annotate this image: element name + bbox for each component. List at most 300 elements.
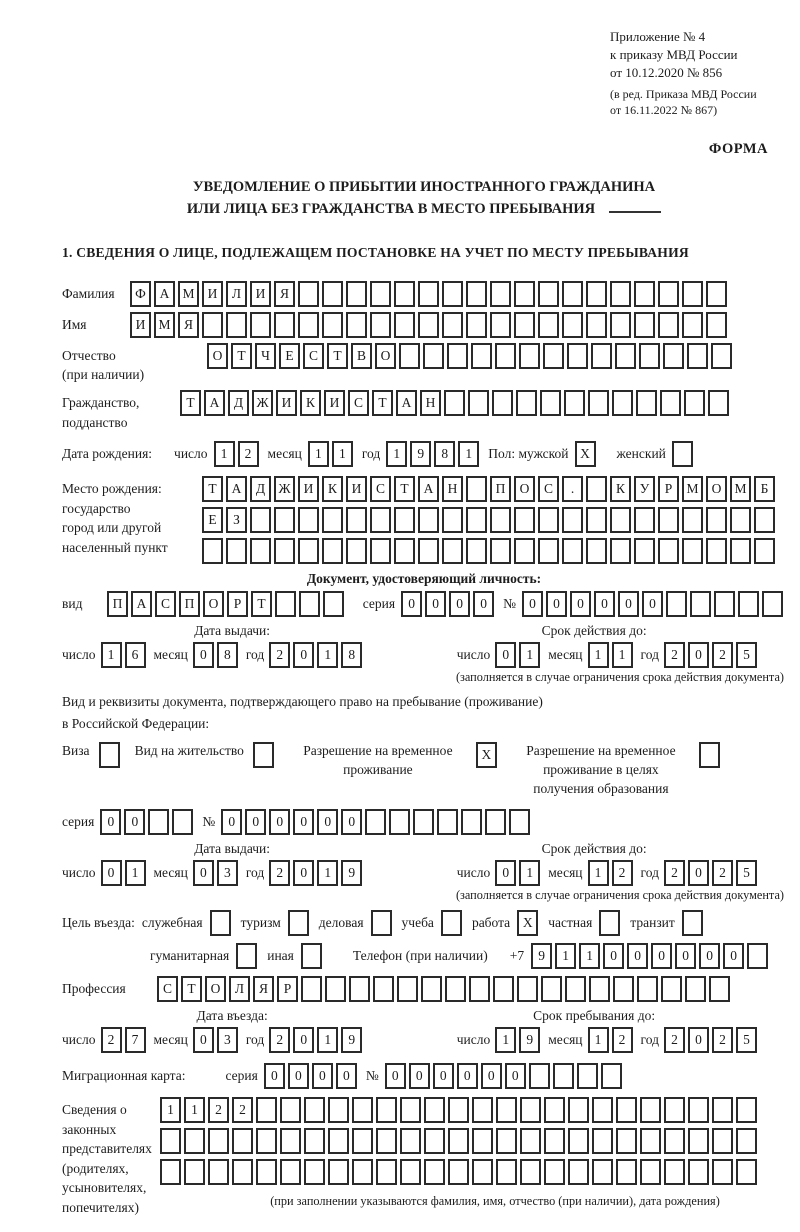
char-cell (301, 976, 322, 1002)
purpose-other-label: иная (267, 947, 294, 963)
char-cell (639, 343, 660, 369)
char-cell: 0 (651, 943, 672, 969)
char-cell: 2 (612, 860, 633, 886)
purpose-other-checkbox (301, 943, 322, 969)
birthplace-cells-row3 (202, 538, 778, 564)
char-cell (509, 809, 530, 835)
char-cell (490, 312, 511, 338)
char-cell (567, 343, 588, 369)
char-cell: 1 (495, 1027, 516, 1053)
char-cell (616, 1128, 637, 1154)
char-cell (275, 591, 296, 617)
month-label: месяц (153, 1031, 188, 1047)
char-cell (466, 312, 487, 338)
char-cell (274, 507, 295, 533)
char-cell (399, 343, 420, 369)
char-cell (658, 281, 679, 307)
char-cell (562, 281, 583, 307)
char-cell (184, 1128, 205, 1154)
char-cell (389, 809, 410, 835)
char-cell (640, 1097, 661, 1123)
char-cell: 1 (317, 642, 338, 668)
citizenship-label-line2: подданство (62, 414, 128, 430)
char-cell: 0 (409, 1063, 430, 1089)
char-cell: 0 (193, 1027, 214, 1053)
migration-number-label: № (365, 1067, 379, 1083)
day-label: число (62, 1031, 96, 1047)
char-cell (564, 390, 585, 416)
char-cell: 1 (317, 1027, 338, 1053)
residence-number-cells (221, 809, 533, 835)
char-cell (298, 507, 319, 533)
char-cell (397, 976, 418, 1002)
edu-permit-option (512, 742, 723, 799)
char-cell (298, 312, 319, 338)
temp-permit-label: Разрешение на временное проживание (303, 743, 453, 778)
char-cell (394, 538, 415, 564)
char-cell (394, 281, 415, 307)
char-cell (586, 476, 607, 502)
char-cell: 2 (208, 1097, 229, 1123)
residence-series-cells (100, 809, 196, 835)
char-cell (442, 507, 463, 533)
char-cell: 1 (588, 642, 609, 668)
surname-row (62, 281, 786, 307)
char-cell: В (351, 343, 372, 369)
residence-expiry-note: (заполняется в случае ограничения срока действия документа) (455, 887, 784, 902)
form-title-line1: УВЕДОМЛЕНИЕ О ПРИБЫТИИ ИНОСТРАННОГО ГРАЖДАНИНА (192, 178, 656, 195)
char-cell (418, 312, 439, 338)
char-cell: Т (327, 343, 348, 369)
char-cell (565, 976, 586, 1002)
year-label: год (245, 864, 265, 880)
char-cell (226, 312, 247, 338)
char-cell: Б (754, 476, 775, 502)
char-cell (762, 591, 783, 617)
char-cell: 1 (214, 441, 235, 467)
char-cell (493, 976, 514, 1002)
char-cell: 0 (570, 591, 591, 617)
char-cell (730, 507, 751, 533)
char-cell: 0 (675, 943, 696, 969)
char-cell (589, 976, 610, 1002)
char-cell: Т (372, 390, 393, 416)
char-cell (610, 538, 631, 564)
char-cell: 1 (184, 1097, 205, 1123)
char-cell: Р (227, 591, 248, 617)
profession-row (62, 976, 786, 1002)
char-cell: 0 (312, 1063, 333, 1089)
name-label: Имя (62, 316, 87, 332)
char-cell: 0 (100, 809, 121, 835)
appendix-line-3: от 10.12.2020 № 856 (610, 64, 723, 80)
temp-permit-option (289, 742, 500, 780)
birth-day-cells (214, 441, 262, 467)
char-cell: И (202, 281, 223, 307)
char-cell (666, 591, 687, 617)
char-cell: 1 (519, 642, 540, 668)
visa-checkbox (99, 742, 120, 768)
char-cell: Ф (130, 281, 151, 307)
char-cell (418, 538, 439, 564)
edu-permit-label: Разрешение на временное проживание в целях получения образования (526, 743, 676, 797)
char-cell: О (514, 476, 535, 502)
migration-card-label: Миграционная карта: (62, 1067, 186, 1083)
doc-type-cells (107, 591, 347, 617)
char-cell (466, 281, 487, 307)
char-cell (490, 281, 511, 307)
char-cell (492, 390, 513, 416)
char-cell (663, 343, 684, 369)
char-cell (568, 1128, 589, 1154)
migration-number-cells (385, 1063, 625, 1089)
char-cell (365, 809, 386, 835)
purpose-humanitarian-label: гуманитарная (150, 947, 230, 963)
char-cell (736, 1128, 757, 1154)
char-cell: 0 (627, 943, 648, 969)
char-cell (736, 1097, 757, 1123)
char-cell: А (204, 390, 225, 416)
char-cell: 5 (736, 1027, 757, 1053)
char-cell: 0 (699, 943, 720, 969)
char-cell (738, 591, 759, 617)
identity-expiry-caption: Срок действия до: (541, 623, 647, 639)
char-cell: 0 (101, 860, 122, 886)
char-cell (202, 538, 223, 564)
char-cell: 2 (712, 860, 733, 886)
char-cell: А (226, 476, 247, 502)
char-cell: 2 (712, 1027, 733, 1053)
char-cell (437, 809, 458, 835)
char-cell (712, 1097, 733, 1123)
char-cell: О (205, 976, 226, 1002)
char-cell (706, 538, 727, 564)
char-cell (577, 1063, 598, 1089)
day-label: число (456, 1031, 491, 1047)
char-cell (612, 390, 633, 416)
char-cell: С (157, 976, 178, 1002)
char-cell (712, 1128, 733, 1154)
char-cell: 9 (410, 441, 431, 467)
char-cell (148, 809, 169, 835)
identity-doc-dates (62, 623, 786, 668)
representatives-label-line2: законных (62, 1121, 117, 1137)
birthplace-label-line1: Место рождения: (62, 481, 162, 497)
stay-until-block (402, 1008, 786, 1053)
char-cell (610, 312, 631, 338)
phone-cells (531, 943, 771, 969)
char-cell (442, 312, 463, 338)
char-cell (423, 343, 444, 369)
char-cell (496, 1097, 517, 1123)
entry-year-cells (269, 1027, 365, 1053)
char-cell (682, 312, 703, 338)
residence-permit-option (135, 742, 277, 768)
month-label: месяц (548, 647, 583, 663)
patronymic-label-line2: (при наличии) (62, 367, 145, 383)
patronymic-cells (207, 343, 735, 369)
representatives-label-line6: попечителях) (62, 1199, 139, 1215)
char-cell (514, 312, 535, 338)
char-cell: О (203, 591, 224, 617)
purpose-work-checkbox: X (517, 910, 538, 936)
char-cell: 0 (481, 1063, 502, 1089)
year-label: год (640, 1031, 659, 1047)
residence-issue-caption: Дата выдачи: (194, 840, 271, 856)
char-cell: Т (181, 976, 202, 1002)
char-cell (466, 538, 487, 564)
char-cell: 0 (495, 860, 516, 886)
char-cell (538, 281, 559, 307)
char-cell (160, 1128, 181, 1154)
char-cell: П (107, 591, 128, 617)
char-cell: 2 (269, 1027, 290, 1053)
char-cell: С (538, 476, 559, 502)
char-cell: 2 (664, 860, 685, 886)
char-cell (543, 343, 564, 369)
char-cell: 8 (434, 441, 455, 467)
char-cell: 0 (642, 591, 663, 617)
char-cell: 0 (317, 809, 338, 835)
day-label: число (456, 647, 491, 663)
char-cell (172, 809, 193, 835)
stay-year-cells (664, 1027, 760, 1053)
char-cell (688, 1128, 709, 1154)
char-cell: 0 (193, 642, 214, 668)
char-cell: Д (250, 476, 271, 502)
char-cell: О (706, 476, 727, 502)
month-label: месяц (548, 1031, 583, 1047)
year-label: год (361, 446, 381, 462)
residence-doc-dates (62, 841, 786, 886)
char-cell: 0 (401, 591, 422, 617)
char-cell: 0 (522, 591, 543, 617)
form-title-line2 (62, 198, 786, 220)
char-cell: 9 (531, 943, 552, 969)
day-label: число (62, 864, 96, 880)
form-title (62, 176, 786, 221)
residence-doc-intro (62, 691, 786, 734)
representatives-label-line5: усыновителях, (62, 1180, 147, 1196)
char-cell: Н (420, 390, 441, 416)
char-cell: 2 (612, 1027, 633, 1053)
char-cell: 9 (341, 1027, 362, 1053)
char-cell (424, 1128, 445, 1154)
char-cell (322, 281, 343, 307)
char-cell: Т (251, 591, 272, 617)
year-label: год (640, 647, 659, 663)
char-cell: М (682, 476, 703, 502)
char-cell (298, 538, 319, 564)
char-cell (544, 1097, 565, 1123)
char-cell (747, 943, 768, 969)
purpose-row-1 (62, 910, 786, 936)
char-cell: 9 (519, 1027, 540, 1053)
char-cell (682, 538, 703, 564)
birthplace-label-line3: город или другой (62, 520, 162, 536)
month-label: месяц (153, 864, 188, 880)
year-label: год (640, 864, 659, 880)
birthplace-label-line2: государство (62, 500, 131, 516)
char-cell: З (226, 507, 247, 533)
char-cell: 2 (232, 1097, 253, 1123)
char-cell (322, 507, 343, 533)
char-cell: И (298, 476, 319, 502)
stay-day-cells (495, 1027, 543, 1053)
char-cell (682, 281, 703, 307)
char-cell (520, 1097, 541, 1123)
char-cell: Т (231, 343, 252, 369)
residence-permit-label: Вид на жительство (134, 743, 244, 759)
char-cell: 0 (341, 809, 362, 835)
birthplace-cells-row1 (202, 476, 778, 502)
char-cell: 0 (293, 809, 314, 835)
char-cell: Я (274, 281, 295, 307)
char-cell (461, 809, 482, 835)
char-cell (471, 343, 492, 369)
char-cell (421, 976, 442, 1002)
char-cell (616, 1097, 637, 1123)
char-cell: 0 (495, 642, 516, 668)
char-cell (520, 1128, 541, 1154)
residence-issue-month-cells (193, 860, 241, 886)
char-cell (682, 507, 703, 533)
char-cell (413, 809, 434, 835)
char-cell (709, 976, 730, 1002)
birthdate-label: Дата рождения: (62, 446, 153, 462)
char-cell: Л (229, 976, 250, 1002)
char-cell (514, 507, 535, 533)
char-cell: 1 (101, 642, 122, 668)
char-cell (592, 1128, 613, 1154)
purpose-private-label: частная (548, 914, 593, 930)
char-cell: С (370, 476, 391, 502)
char-cell (352, 1097, 373, 1123)
char-cell (442, 538, 463, 564)
char-cell: 0 (688, 860, 709, 886)
char-cell (322, 538, 343, 564)
char-cell: Т (202, 476, 223, 502)
char-cell (280, 1097, 301, 1123)
char-cell (514, 538, 535, 564)
char-cell: К (300, 390, 321, 416)
visa-option (62, 742, 123, 768)
purpose-tourism-checkbox (288, 910, 309, 936)
day-label: число (174, 446, 208, 462)
char-cell: Е (279, 343, 300, 369)
char-cell (562, 507, 583, 533)
char-cell: И (250, 281, 271, 307)
char-cell: 0 (293, 1027, 314, 1053)
identity-doc-heading: Документ, удостоверяющий личность: (306, 571, 542, 587)
identity-expiry-day-cells (495, 642, 543, 668)
char-cell (346, 281, 367, 307)
purpose-humanitarian-checkbox (236, 943, 257, 969)
char-cell (586, 538, 607, 564)
identity-issue-day-cells (101, 642, 149, 668)
char-cell (613, 976, 634, 1002)
char-cell (250, 507, 271, 533)
char-cell (444, 390, 465, 416)
char-cell: Р (277, 976, 298, 1002)
char-cell (469, 976, 490, 1002)
year-label: год (245, 1031, 265, 1047)
char-cell (687, 343, 708, 369)
char-cell (232, 1128, 253, 1154)
purpose-commercial-label: деловая (318, 914, 364, 930)
char-cell (688, 1097, 709, 1123)
edu-permit-checkbox (699, 742, 720, 768)
name-row (62, 312, 786, 338)
stay-month-cells (588, 1027, 636, 1053)
male-checkbox: X (575, 441, 596, 467)
visa-label: Виза (62, 743, 90, 759)
appendix-line-1: Приложение № 4 (610, 29, 706, 44)
citizenship-label-line1: Гражданство, (62, 394, 140, 410)
char-cell: И (130, 312, 151, 338)
char-cell (280, 1128, 301, 1154)
birth-year-cells (386, 441, 482, 467)
residence-permit-checkbox (253, 742, 274, 768)
name-cells (130, 312, 730, 338)
char-cell: 0 (336, 1063, 357, 1089)
char-cell (516, 390, 537, 416)
char-cell (664, 1097, 685, 1123)
char-cell (490, 538, 511, 564)
char-cell: А (131, 591, 152, 617)
char-cell (544, 1128, 565, 1154)
residence-issue-block (62, 841, 402, 886)
char-cell (658, 312, 679, 338)
identity-expiry-block (402, 623, 786, 668)
identity-issue-block (62, 623, 402, 668)
patronymic-label-line1: Отчество (62, 347, 116, 363)
char-cell: Е (202, 507, 223, 533)
char-cell: Я (178, 312, 199, 338)
char-cell (208, 1128, 229, 1154)
char-cell: 1 (160, 1097, 181, 1123)
char-cell (538, 538, 559, 564)
identity-issue-month-cells (193, 642, 241, 668)
char-cell: К (322, 476, 343, 502)
char-cell (730, 538, 751, 564)
year-label: год (245, 647, 265, 663)
temp-permit-checkbox: X (476, 742, 497, 768)
char-cell (496, 1128, 517, 1154)
char-cell (394, 312, 415, 338)
char-cell (250, 312, 271, 338)
char-cell: 2 (712, 642, 733, 668)
char-cell (658, 507, 679, 533)
char-cell (299, 591, 320, 617)
day-label: число (456, 864, 491, 880)
identity-expiry-note: (заполняется в случае ограничения срока действия документа) (455, 670, 784, 685)
char-cell: 1 (308, 441, 329, 467)
char-cell: У (634, 476, 655, 502)
char-cell: Т (394, 476, 415, 502)
patronymic-row (62, 343, 786, 385)
char-cell (586, 281, 607, 307)
char-cell (226, 538, 247, 564)
char-cell (568, 1097, 589, 1123)
char-cell: 0 (124, 809, 145, 835)
purpose-transit-label: транзит (630, 914, 675, 930)
doc-series-cells (401, 591, 497, 617)
char-cell (394, 507, 415, 533)
char-cell: 3 (217, 1027, 238, 1053)
char-cell: 0 (221, 809, 242, 835)
char-cell (250, 538, 271, 564)
